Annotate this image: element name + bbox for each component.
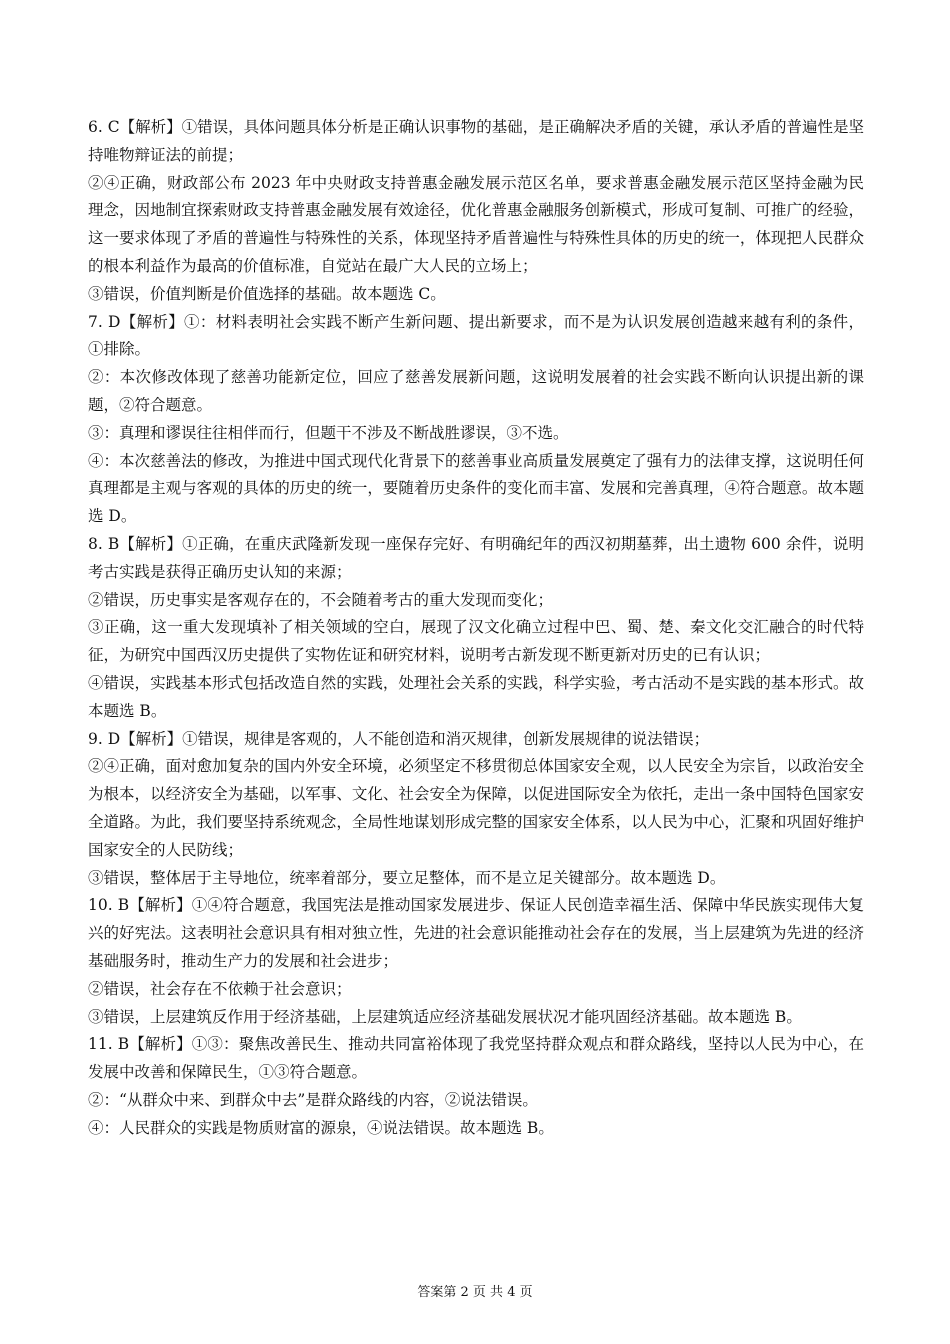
- answer-paragraph: ②：“从群众中来、到群众中去”是群众路线的内容，②说法错误。: [88, 1090, 538, 1109]
- answer-paragraph: 9. D【解析】①错误，规律是客观的，人不能创造和消灭规律，创新发展规律的说法错误；: [88, 729, 710, 748]
- answer-paragraph: ④：本次慈善法的修改，为推进中国式现代化背景下的慈善事业高质量发展奠定了强有力的法律支撑，这说明任何真理都是主观与客观的具体的历史的统一，要随着历史条件的变化而丰富、发展和完善真理，④符合题意。故本题选 D。: [88, 451, 864, 526]
- answer-paragraph: ②④正确，面对愈加复杂的国内外安全环境，必须坚定不移贯彻总体国家安全观，以人民安全为宗旨，以政治安全为根本，以经济安全为基础，以军事、文化、社会安全为保障，以促进国际安全为依托，走出一条中国特色国家安全道路。为此，我们要坚持系统观念，全局性地谋划形成完整的国家安全体系，以人民为中心，汇聚和巩固好维护国家安全的人民防线；: [88, 757, 864, 859]
- answer-paragraph: ③错误，上层建筑反作用于经济基础，上层建筑适应经济基础发展状况才能巩固经济基础。故本题选 B。: [88, 1007, 802, 1026]
- answer-paragraph: 11. B【解析】①③：聚焦改善民生、推动共同富裕体现了我党坚持群众观点和群众路线，坚持以人民为中心，在发展中改善和保障民生，①③符合题意。: [88, 1035, 864, 1082]
- page-footer: 答案第 2 页 共 4 页: [417, 1285, 533, 1300]
- answer-paragraph: ②错误，历史事实是客观存在的，不会随着考古的重大发现而变化；: [88, 590, 554, 609]
- answer-paragraph: ②：本次修改体现了慈善功能新定位，回应了慈善发展新问题，这说明发展着的社会实践不断向认识提出新的课题，②符合题意。: [88, 368, 864, 414]
- answer-paragraph: ④：人民群众的实践是物质财富的源泉，④说法错误。故本题选 B。: [88, 1118, 554, 1137]
- answer-paragraph: 7. D【解析】①：材料表明社会实践不断产生新问题、提出新要求，而不是为认识发展创造越来越有利的条件，①排除。: [88, 312, 864, 359]
- answer-paragraph: ②④正确，财政部公布 2023 年中央财政支持普惠金融发展示范区名单，要求普惠金融发展示范区坚持金融为民理念，因地制宜探索财政支持普惠金融发展有效途径，优化普惠金融服务创新模式，形成可复制、可推广的经验，这一要求体现了矛盾的普遍性与特殊性的关系，体现坚持矛盾普遍性与特殊性具体的历史的统一，体现把人民群众的根本利益作为最高的价值标准，自觉站在最广大人民的立场上；: [88, 173, 864, 275]
- answer-paragraph: ③正确，这一重大发现填补了相关领域的空白，展现了汉文化确立过程中巴、蜀、楚、秦文化交汇融合的时代特征，为研究中国西汉历史提供了实物佐证和研究材料，说明考古新发现不断更新对历史的已有认识；: [88, 618, 864, 665]
- answer-paragraph: 8. B【解析】①正确，在重庆武隆新发现一座保存完好、有明确纪年的西汉初期墓葬，出土遗物 600 余件，说明考古实践是获得正确历史认知的来源；: [88, 534, 864, 581]
- answer-paragraph: ④错误，实践基本形式包括改造自然的实践，处理社会关系的实践，科学实验，考古活动不是实践的基本形式。故本题选 B。: [88, 673, 864, 720]
- answer-paragraph: 6. C【解析】①错误，具体问题具体分析是正确认识事物的基础，是正确解决矛盾的关键，承认矛盾的普遍性是坚持唯物辩证法的前提；: [88, 118, 864, 164]
- answer-paragraph: ③错误，价值判断是价值选择的基础。故本题选 C。: [88, 284, 446, 303]
- answer-paragraph: ③：真理和谬误往往相伴而行，但题干不涉及不断战胜谬误，③不选。: [88, 423, 569, 442]
- answer-content: [88, 114, 864, 1142]
- answer-paragraph: ②错误，社会存在不依赖于社会意识；: [88, 979, 352, 998]
- answer-paragraph: 10. B【解析】①④符合题意，我国宪法是推动国家发展进步、保证人民创造幸福生活、保障中华民族实现伟大复兴的好宪法。这表明社会意识具有相对独立性，先进的社会意识能推动社会存在的发展，当上层建筑为先进的经济基础服务时，推动生产力的发展和社会进步；: [88, 896, 864, 970]
- answer-paragraph: ③错误，整体居于主导地位，统率着部分，要立足整体，而不是立足关键部分。故本题选 D。: [88, 868, 726, 887]
